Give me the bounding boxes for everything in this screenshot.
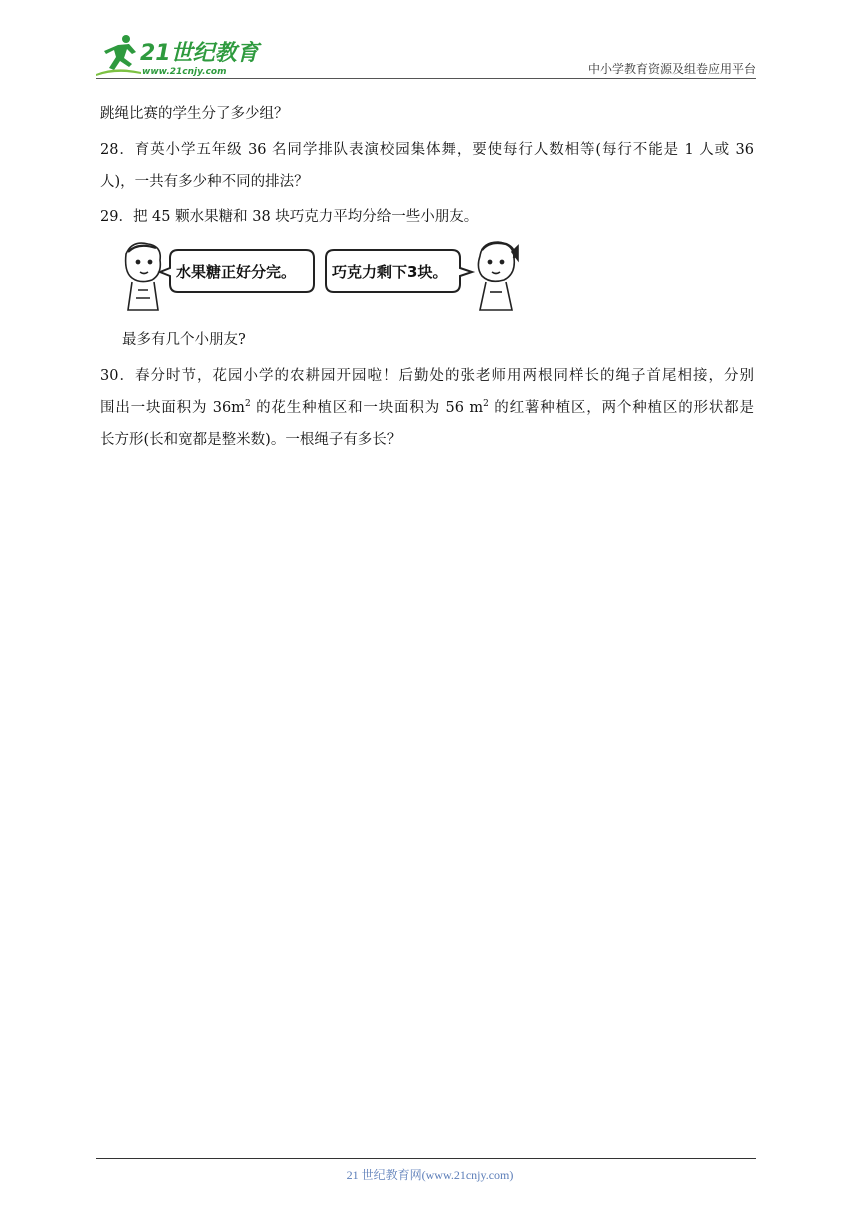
question-30-line-3: 长方形(长和宽都是整米数)。一根绳子有多长？ [100,432,402,448]
bubble-right-text: 巧克力剩下3块。 [332,263,448,281]
question-30-line-2: 围出一块面积为 $36m^2$ 的花生种植区和一块面积为 56 $m^2$ 的红薯种植区，两个种植区的形状都是 [100,399,755,416]
speech-bubble-left [160,250,314,292]
question-28-line-1: 28．育英小学五年级 36 名同学排队表演校园集体舞，要使每行人数相等(每行不能是 1 人或 36 [100,142,754,158]
boy-icon [126,243,161,310]
logo-text: 21世纪教育 [140,41,259,66]
question-29-ask: 最多有几个小朋友? [122,332,246,348]
footer-divider [96,1158,756,1159]
bubble-left-text: 水果糖正好分完。 [176,263,297,281]
question-29-line-1: 29．把 45 颗水果糖和 38 块巧克力平均分给一些小朋友。 [100,209,479,225]
platform-name: 中小学教育资源及组卷应用平台 [587,62,756,76]
girl-icon [478,242,518,310]
logo-url: www.21cnjy.com [142,67,227,77]
footer-text[interactable]: 21 世纪教育网(www.21cnjy.com) [346,1168,514,1182]
question-30-line-1: 30．春分时节，花园小学的农耕园开园啦！后勤处的张老师用两根同样长的绳子首尾相接，分别 [100,368,754,384]
runner-icon [96,35,141,76]
header-divider [96,78,756,79]
page-header [96,30,756,80]
speech-bubble-right [326,250,472,292]
site-logo [96,30,271,80]
question-27-tail: 跳绳比赛的学生分了多少组？ [100,106,289,122]
question-29-illustration [118,238,520,318]
question-28-line-2: 人)，一共有多少种不同的排法？ [100,174,309,190]
